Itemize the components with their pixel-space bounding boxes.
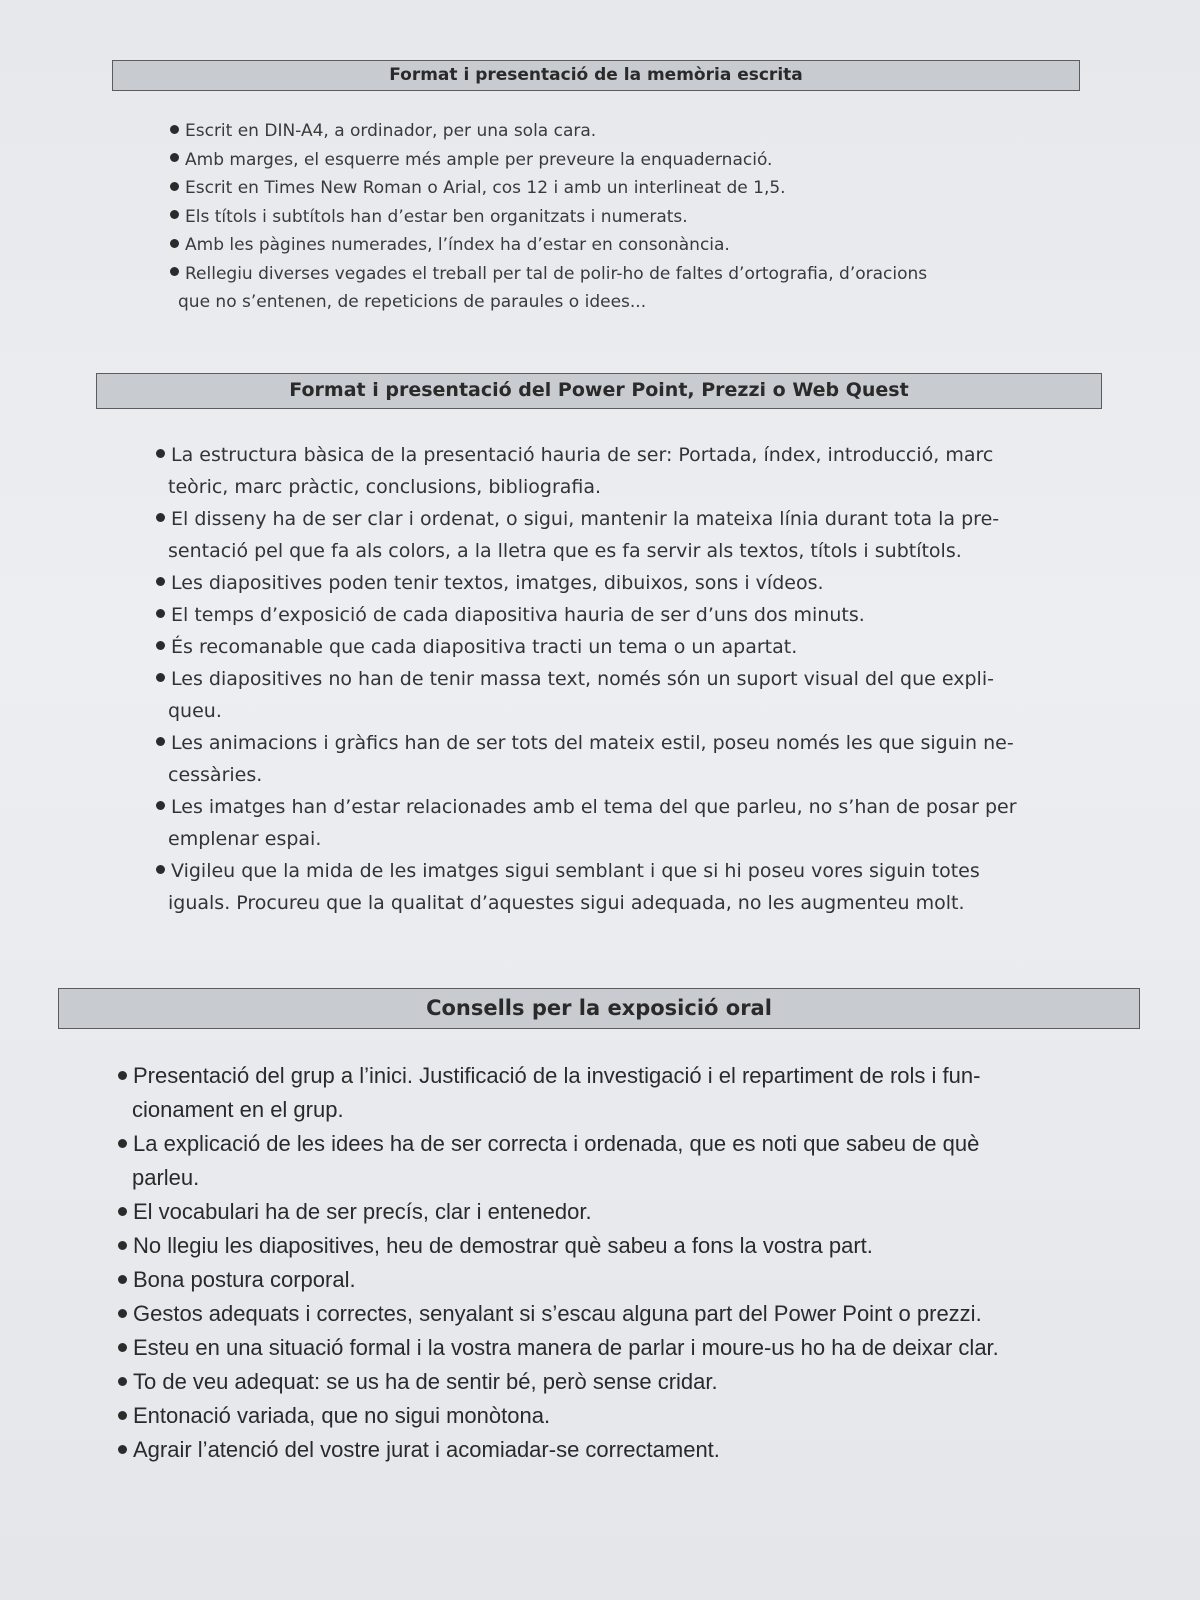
list-item-text: És recomanable que cada diapositiva tracti un tema o un apartat. — [171, 636, 798, 658]
list-item-text-continued: teòric, marc pràctic, conclusions, bibliografia. — [168, 476, 602, 498]
bullet-icon — [156, 449, 165, 458]
list-item-text: Gestos adequats i correctes, senyalant si s’escau alguna part del Power Point o prezzi. — [133, 1301, 982, 1326]
bullet-icon — [156, 577, 165, 586]
bullet-icon — [118, 1139, 127, 1148]
list-item-text-continued: que no s’entenen, de repeticions de paraules o idees... — [178, 292, 647, 312]
list-item-text: Les diapositives no han de tenir massa text, només són un suport visual del que expli- — [171, 668, 994, 690]
list-item — [118, 1365, 1140, 1399]
bullet-icon — [118, 1071, 127, 1080]
bullet-icon — [156, 513, 165, 522]
list-item — [118, 1399, 1140, 1433]
list-item-text: Esteu en una situació formal i la vostra manera de parlar i moure-us ho ha de deixar clar. — [133, 1335, 999, 1360]
list-item — [118, 1059, 1140, 1127]
section-title: Format i presentació de la memòria escrita — [112, 60, 1080, 91]
bullet-icon — [118, 1377, 127, 1386]
list-item — [156, 855, 1102, 919]
list-item-text-continued: iguals. Procureu que la qualitat d’aquestes sigui adequada, no les augmenteu molt. — [168, 892, 965, 914]
bullet-icon — [118, 1207, 127, 1216]
list-item-text: Amb marges, el esquerre més ample per preveure la enquadernació. — [185, 149, 773, 170]
list-item-text: Els títols i subtítols han d’estar ben organitzats i numerats. — [185, 206, 688, 227]
list-item-text: Escrit en DIN-A4, a ordinador, per una sola cara. — [185, 121, 597, 141]
list-item — [118, 1263, 1140, 1297]
list-item-text: Les imatges han d’estar relacionades amb el tema del que parleu, no s’han de posar per — [171, 796, 1017, 818]
list-item-text-continued: emplenar espai. — [168, 828, 322, 850]
bullet-icon — [118, 1445, 127, 1454]
list-item — [156, 791, 1102, 855]
list-item-text: La estructura bàsica de la presentació hauria de ser: Portada, índex, introducció, marc — [171, 444, 994, 466]
list-item-text: Agrair l’atenció del vostre jurat i acomiadar-se correctament. — [133, 1437, 720, 1462]
list-item — [118, 1229, 1140, 1263]
list-item-text: No llegiu les diapositives, heu de demostrar què sabeu a fons la vostra part. — [133, 1233, 873, 1258]
bullet-icon — [118, 1275, 127, 1284]
bullet-icon — [156, 673, 165, 682]
list-item-text: To de veu adequat: se us ha de sentir bé, però sense cridar. — [133, 1369, 718, 1394]
bullet-list — [170, 117, 1080, 317]
bullet-icon — [118, 1411, 127, 1420]
list-item-text: El temps d’exposició de cada diapositiva hauria de ser d’uns dos minuts. — [171, 604, 865, 626]
list-item — [118, 1195, 1140, 1229]
list-item — [170, 231, 1080, 260]
bullet-icon — [118, 1309, 127, 1318]
list-item — [170, 174, 1080, 203]
list-item-text: El vocabulari ha de ser precís, clar i entenedor. — [133, 1199, 592, 1224]
list-item — [118, 1433, 1140, 1467]
list-item-text-continued: cessàries. — [168, 764, 263, 786]
list-item — [156, 663, 1102, 727]
list-item-text-continued: cionament en el grup. — [132, 1097, 344, 1122]
list-item — [118, 1331, 1140, 1365]
list-item-text: Escrit en Times New Roman o Arial, cos 12 i amb un interlineat de 1,5. — [185, 178, 786, 198]
list-item — [156, 567, 1102, 599]
bullet-icon — [170, 182, 179, 191]
list-item-text: Entonació variada, que no sigui monòtona. — [133, 1403, 551, 1428]
list-item — [156, 439, 1102, 503]
list-item-text: Les animacions i gràfics han de ser tots del mateix estil, poseu només les que siguin ne- — [171, 732, 1014, 754]
bullet-icon — [170, 267, 179, 276]
bullet-icon — [156, 641, 165, 650]
list-item-text: Bona postura corporal. — [133, 1267, 356, 1292]
list-item — [156, 503, 1102, 567]
section-written-report — [112, 60, 1080, 317]
bullet-icon — [170, 210, 179, 219]
list-item-text-continued: parleu. — [132, 1165, 200, 1190]
bullet-icon — [156, 801, 165, 810]
list-item — [170, 146, 1080, 175]
list-item — [156, 727, 1102, 791]
bullet-icon — [156, 865, 165, 874]
section-presentation-format — [96, 373, 1102, 919]
list-item-text: Presentació del grup a l’inici. Justificació de la investigació i el repartiment de rols i fun- — [133, 1063, 981, 1088]
list-item — [170, 117, 1080, 146]
list-item — [118, 1127, 1140, 1195]
section-oral-presentation-tips — [58, 988, 1140, 1467]
bullet-icon — [156, 737, 165, 746]
bullet-icon — [170, 125, 179, 134]
list-item — [170, 260, 1080, 317]
bullet-icon — [156, 609, 165, 618]
list-item — [170, 203, 1080, 232]
section-title: Format i presentació del Power Point, Prezzi o Web Quest — [96, 373, 1102, 409]
list-item-text: La explicació de les idees ha de ser correcta i ordenada, que es noti que sabeu de què — [133, 1131, 980, 1156]
bullet-list — [156, 439, 1102, 919]
bullet-icon — [170, 153, 179, 162]
list-item — [156, 631, 1102, 663]
list-item-text: Les diapositives poden tenir textos, imatges, dibuixos, sons i vídeos. — [171, 572, 824, 594]
bullet-icon — [118, 1343, 127, 1352]
bullet-list — [118, 1059, 1140, 1467]
list-item — [118, 1297, 1140, 1331]
bullet-icon — [118, 1241, 127, 1250]
list-item-text: Amb les pàgines numerades, l’índex ha d’estar en consonància. — [185, 235, 730, 255]
list-item — [156, 599, 1102, 631]
list-item-text: El disseny ha de ser clar i ordenat, o sigui, mantenir la mateixa línia durant tota la pre- — [171, 508, 1000, 530]
list-item-text: Rellegiu diverses vegades el treball per tal de polir-ho de faltes d’ortografia, d’oracions — [185, 263, 928, 284]
list-item-text-continued: sentació pel que fa als colors, a la lletra que es fa servir als textos, títols i subtítols. — [168, 540, 962, 562]
list-item-text-continued: queu. — [168, 700, 222, 722]
section-title: Consells per la exposició oral — [58, 988, 1140, 1029]
bullet-icon — [170, 239, 179, 248]
list-item-text: Vigileu que la mida de les imatges sigui semblant i que si hi poseu vores siguin totes — [171, 860, 980, 882]
